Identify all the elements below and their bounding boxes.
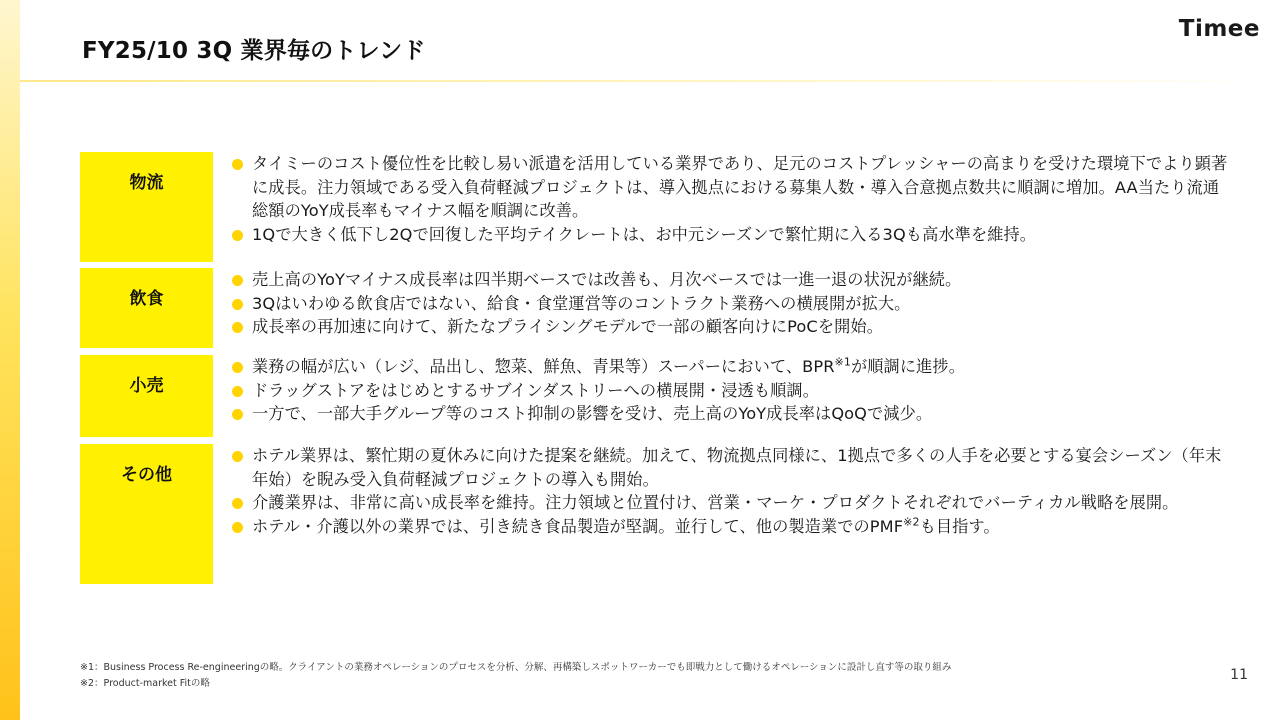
section-label-box [80, 268, 213, 348]
bullet-item: 一方で、一部大手グループ等のコスト抑制の影響を受け、売上高のYoY成長率はQoQで減少。 [232, 402, 1232, 426]
bullet-dot-icon [232, 362, 243, 373]
bullet-list [232, 444, 1232, 538]
bullet-item: ホテル・介護以外の業界では、引き続き食品製造が堅調。並行して、他の製造業でのPMF$^{※2}$も目指す。 [232, 515, 1232, 539]
bullet-dot-icon [232, 386, 243, 397]
bullet-item: 3Qはいわゆる飲食店ではない、給食・食堂運営等のコントラクト業務への横展開が拡大。 [232, 292, 1232, 316]
bullet-item: 売上高のYoYマイナス成長率は四半期ベースでは改善も、月次ベースでは一進一退の状況が継続。 [232, 268, 1232, 292]
section-other [80, 444, 1240, 584]
section-logistics [80, 152, 1240, 262]
bullet-dot-icon [232, 409, 243, 420]
bullet-list [232, 268, 1232, 339]
bullet-list [232, 355, 1232, 426]
footnote-marker: ※1 [834, 355, 851, 369]
section-retail [80, 355, 1240, 437]
bullet-item: 1Qで大きく低下し2Qで回復した平均テイクレートは、お中元シーズンで繁忙期に入る3Qも高水準を維持。 [232, 223, 1232, 247]
footnote-1: ※1：Business Process Re-engineeringの略。クライアントの業務オペレーションのプロセスを分析、分解、再構築しスポットワーカーでも即戦力として働けるオペレーションに設計し直す等の取り組み [80, 662, 952, 673]
bullet-item: 成長率の再加速に向けて、新たなプライシングモデルで一部の顧客向けにPoCを開始。 [232, 315, 1232, 339]
bullet-list [232, 152, 1232, 246]
section-label-box [80, 152, 213, 262]
bullet-dot-icon [232, 299, 243, 310]
bullet-dot-icon [232, 230, 243, 241]
bullet-dot-icon [232, 322, 243, 333]
left-accent-bar [0, 0, 20, 720]
header-divider [20, 80, 1280, 82]
bullet-item: ドラッグストアをはじめとするサブインダストリーへの横展開・浸透も順調。 [232, 379, 1232, 403]
section-label: 物流 [129, 173, 164, 193]
bullet-dot-icon [232, 522, 243, 533]
section-label-box [80, 444, 213, 584]
bullet-item: 業務の幅が広い（レジ、品出し、惣菜、鮮魚、青果等）スーパーにおいて、BPR$^{※1}$が順調に進捗。 [232, 355, 1232, 379]
footnote-marker: ※2 [903, 515, 920, 529]
bullet-item: タイミーのコスト優位性を比較し易い派遣を活用している業界であり、足元のコストプレッシャーの高まりを受けた環境下でより顕著に成長。注力領域である受入負荷軽減プロジェクトは、導入拠点における募集人数・導入合意拠点数共に順調に増加。AA当たり流通総額のYoY成長率もマイナス幅を順調に改善。 [232, 152, 1232, 223]
bullet-dot-icon [232, 451, 243, 462]
page-title: FY25/10 3Q 業界毎のトレンド [82, 38, 426, 64]
page-number: 11 [1230, 667, 1248, 683]
section-label: その他 [121, 465, 172, 485]
section-label-box [80, 355, 213, 437]
section-label: 小売 [129, 376, 164, 396]
bullet-item: 介護業界は、非常に高い成長率を維持。注力領域と位置付け、営業・マーケ・プロダクトそれぞれでバーティカル戦略を展開。 [232, 491, 1232, 515]
bullet-dot-icon [232, 275, 243, 286]
timee-logo: Timee [1178, 16, 1260, 42]
bullet-dot-icon [232, 159, 243, 170]
footnote-2: ※2：Product-market Fitの略 [80, 678, 210, 689]
bullet-item: ホテル業界は、繁忙期の夏休みに向けた提案を継続。加えて、物流拠点同様に、1拠点で多くの人手を必要とする宴会シーズン（年末年始）を睨み受入負荷軽減プロジェクトの導入も開始。 [232, 444, 1232, 491]
section-label: 飲食 [129, 289, 164, 309]
bullet-dot-icon [232, 498, 243, 509]
footnotes [80, 660, 951, 692]
section-food-service [80, 268, 1240, 348]
